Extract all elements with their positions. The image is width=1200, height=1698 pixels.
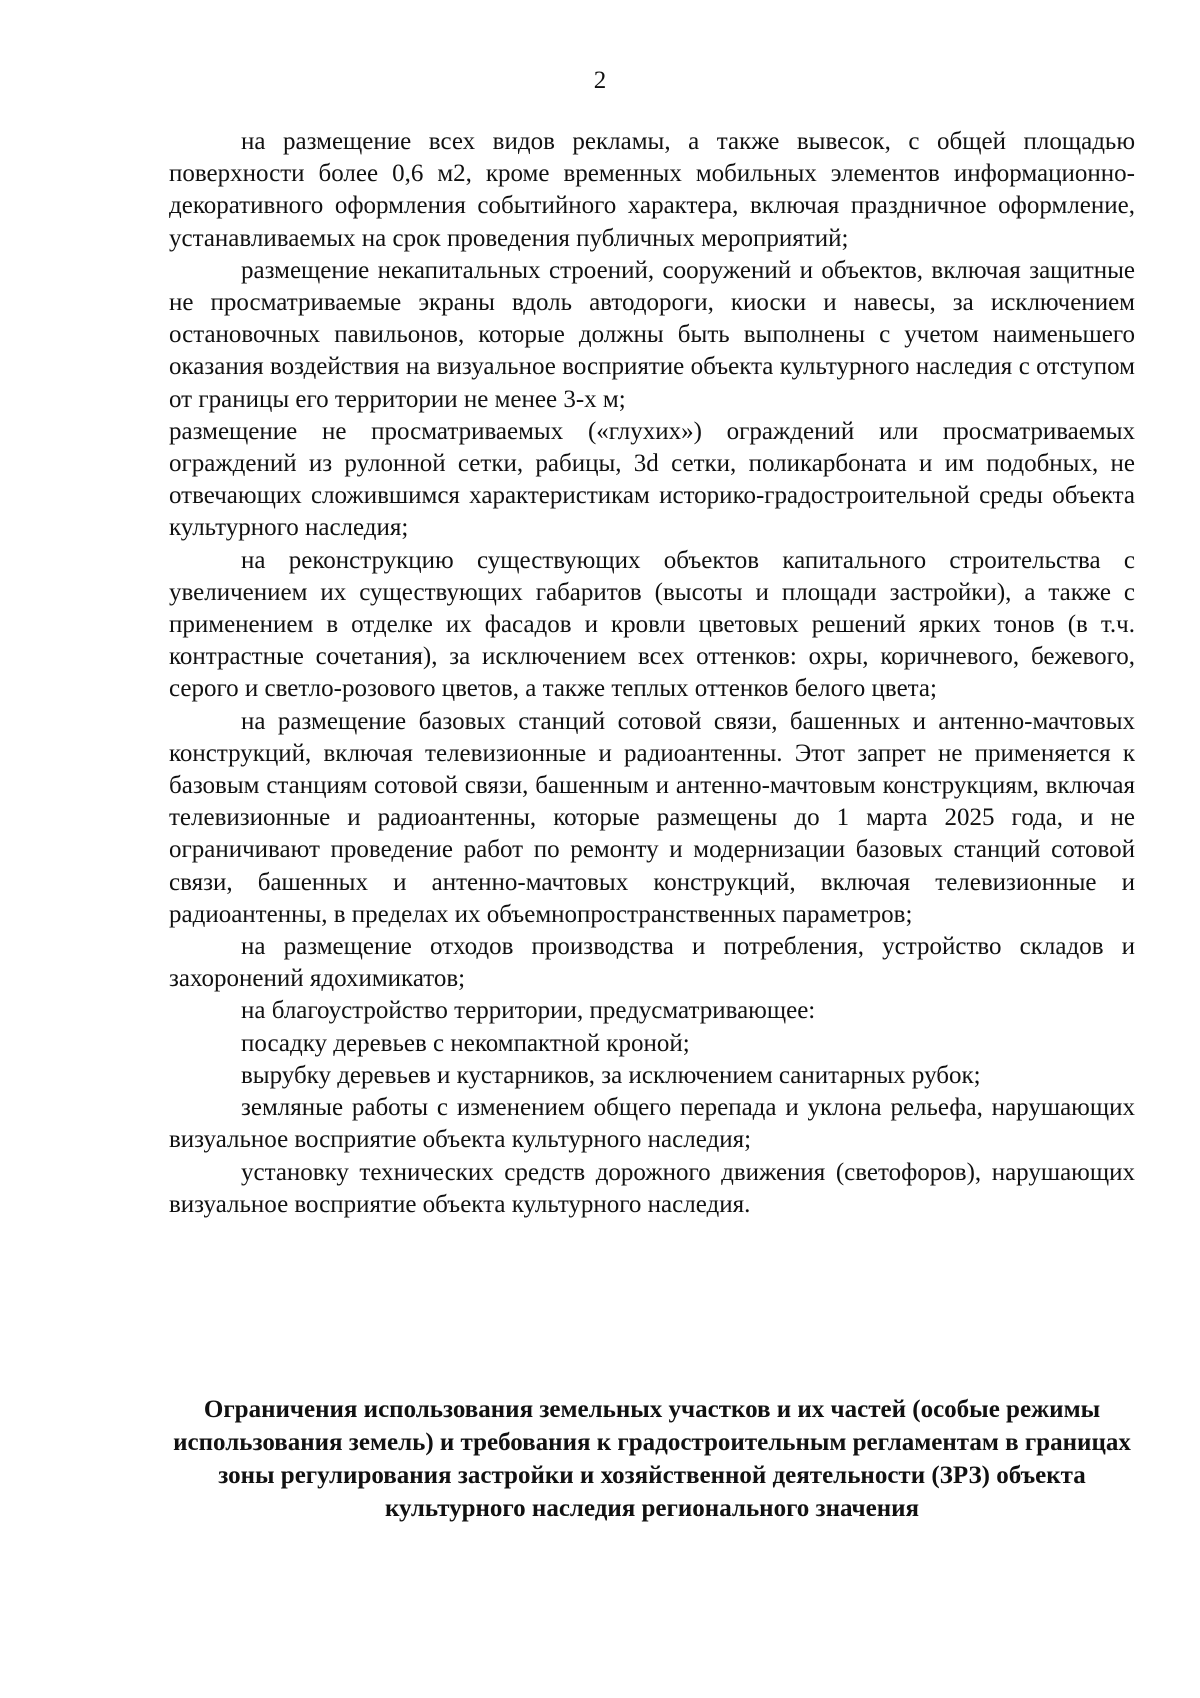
paragraph-non-capital-structures: размещение некапитальных строений, сооружений и объектов, включая защитные не просматриваемые экраны вдоль автодороги, киоски и навесы, за исключением остановочных павильонов, которые должны быть выполнены с учетом наименьшего оказания воздействия на визуальное восприятие объекта культурного наследия с отступом от границы его территории не менее 3-х м;	[169, 256, 1135, 413]
section-heading: Ограничения использования земельных участков и их частей (особые режимы использования земель) и требования к градостроительным регламентам в границах зоны регулирования застройки и хозяйственной деятельности (ЗРЗ) объекта культурного наследия регионального значения	[173, 1396, 1131, 1522]
paragraph-landscaping: на благоустройство территории, предусматривающее:	[241, 997, 816, 1025]
paragraph-cell-stations: на размещение базовых станций сотовой связи, башенных и антенно-мачтовых конструкций, включая телевизионные и радиоантенны. Этот запрет не применяется к базовым станциям сотовой связи, башенным и антенно-мачтовым конструкциям, включая телевизионные и радиоантенны, которые размещены до 1 марта 2025 года, и не ограничивают проведение работ по ремонту и модернизации базовых станций сотовой связи, башенных и антенно-мачтовых конструкций, включая телевизионные и радиоантенны, в пределах их объемнопространственных параметров;	[169, 707, 1135, 928]
page-number: 2	[593, 67, 607, 94]
paragraph-advertising: на размещение всех видов рекламы, а также вывесок, с общей площадью поверхности более 0,6 м2, кроме временных мобильных элементов информационно-декоративного оформления событийного характера, включая праздничное оформление, устанавливаемых на срок проведения публичных мероприятий;	[169, 128, 1135, 252]
paragraph-fences: размещение не просматриваемых («глухих») ограждений или просматриваемых ограждений из рулонной сетки, рабицы, 3d сетки, поликарбоната и им подобных, не отвечающих сложившимся характеристикам историко-градостроительной среды объекта культурного наследия;	[169, 417, 1135, 542]
paragraph-tree-planting: посадку деревьев с некомпактной кроной;	[241, 1029, 690, 1057]
paragraph-reconstruction: на реконструкцию существующих объектов капитального строительства с увеличением их существующих габаритов (высоты и площади застройки), а также с применением в отделке их фасадов и кровли цветовых решений ярких тонов (в т.ч. контрастные сочетания), за исключением всех оттенков: охры, коричневого, бежевого, серого и светло-розового цветов, а также теплых оттенков белого цвета;	[169, 546, 1135, 703]
paragraph-tree-cutting: вырубку деревьев и кустарников, за исключением санитарных рубок;	[241, 1061, 981, 1089]
paragraph-traffic-devices: установку технических средств дорожного движения (светофоров), нарушающих визуальное восприятие объекта культурного наследия.	[169, 1158, 1135, 1218]
paragraph-waste: на размещение отходов производства и потребления, устройство складов и захоронений ядохимикатов;	[169, 933, 1135, 993]
document-body	[169, 126, 1135, 1221]
paragraph-earthworks: земляные работы с изменением общего перепада и уклона рельефа, нарушающих визуальное восприятие объекта культурного наследия;	[169, 1094, 1135, 1154]
